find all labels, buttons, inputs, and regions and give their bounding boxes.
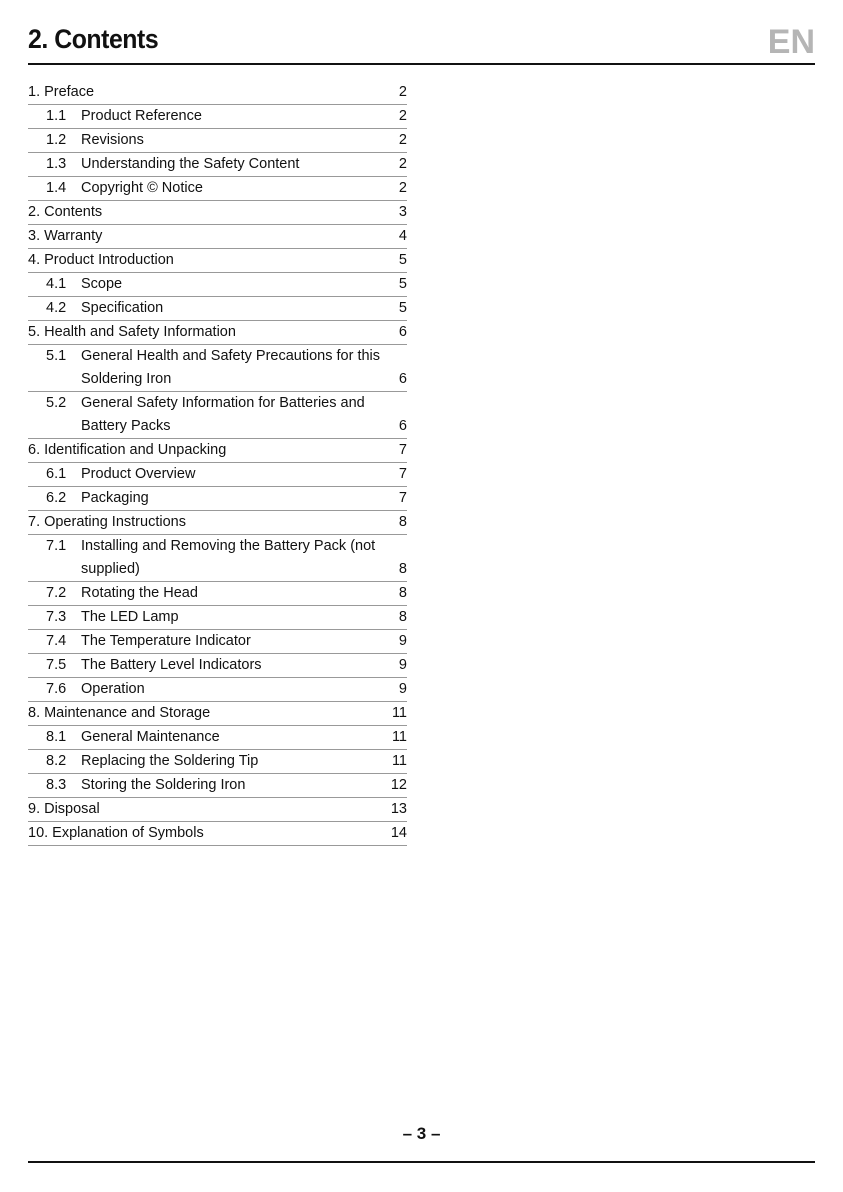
- toc-entry-page: 7: [398, 442, 407, 458]
- toc-entry-label: [28, 273, 399, 296]
- toc-entry-label: [28, 225, 399, 248]
- toc-entry-label: [28, 654, 399, 677]
- toc-entry-page: 2: [398, 132, 407, 148]
- toc-entry[interactable]: [28, 774, 407, 798]
- toc-entry-number: 3.: [28, 228, 41, 244]
- toc-entry-number: 1.2: [46, 132, 67, 148]
- toc-entry-title: Revisions: [81, 132, 144, 148]
- toc-entry-page: 6: [398, 371, 407, 387]
- toc-entry-title: General Maintenance: [81, 729, 220, 745]
- toc-entry-number: 6.: [28, 442, 41, 458]
- toc-entry-page: 8: [398, 585, 407, 601]
- toc-entry-title: The Temperature Indicator: [81, 633, 251, 649]
- toc-entry-number: 8.1: [46, 729, 67, 745]
- toc-entry-number: 9.: [28, 801, 41, 817]
- toc-entry-title: Packaging: [81, 490, 149, 506]
- toc-entry-page: 11: [391, 753, 407, 769]
- toc-entry-page: 6: [398, 418, 407, 434]
- toc-entry-number: 4.: [28, 252, 41, 268]
- toc-entry-title: The Battery Level Indicators: [81, 657, 262, 673]
- toc-entry-label: [28, 297, 399, 320]
- toc-entry[interactable]: [28, 201, 407, 225]
- toc-entry-page: 8: [398, 514, 407, 530]
- toc-entry-page: 6: [398, 324, 407, 340]
- page-title: 2. Contents: [28, 24, 159, 54]
- toc-entry[interactable]: [28, 273, 407, 297]
- toc-entry[interactable]: [28, 463, 407, 487]
- toc-entry-label: [28, 630, 399, 653]
- toc-entry[interactable]: [28, 750, 407, 774]
- toc-entry-number: 7.4: [46, 633, 67, 649]
- toc-entry-label: [28, 321, 399, 344]
- toc-entry[interactable]: [28, 345, 407, 392]
- toc-entry-title: Product Reference: [81, 108, 202, 124]
- toc-entry[interactable]: [28, 297, 407, 321]
- toc-entry-title: Product Overview: [81, 466, 196, 482]
- toc-entry[interactable]: [28, 225, 407, 249]
- table-of-contents: [28, 81, 407, 846]
- toc-entry-page: 9: [398, 633, 407, 649]
- toc-entry-page: 13: [390, 801, 407, 817]
- toc-entry[interactable]: [28, 822, 407, 846]
- toc-entry[interactable]: [28, 511, 407, 535]
- toc-entry-page: 5: [398, 252, 407, 268]
- toc-entry-title: Installing and Removing the Battery Pack (not supplied): [81, 538, 376, 577]
- toc-entry-title: Disposal: [44, 801, 100, 817]
- toc-entry-page: 14: [390, 825, 407, 841]
- toc-entry-page: 9: [398, 657, 407, 673]
- toc-entry[interactable]: [28, 392, 407, 439]
- language-badge: EN: [767, 23, 815, 61]
- toc-entry-page: 11: [391, 705, 407, 721]
- toc-entry-number: 4.2: [46, 300, 67, 316]
- toc-entry-number: 5.1: [46, 348, 67, 364]
- toc-entry-title: Identification and Unpacking: [44, 442, 227, 458]
- toc-entry-page: 4: [398, 228, 407, 244]
- toc-entry-label: [28, 822, 391, 845]
- toc-entry-label: [28, 153, 399, 176]
- toc-entry-title: Storing the Soldering Iron: [81, 777, 246, 793]
- toc-entry-number: 10.: [28, 825, 49, 841]
- toc-entry-page: 8: [398, 561, 407, 577]
- toc-entry-number: 8.2: [46, 753, 67, 769]
- toc-entry-page: 9: [398, 681, 407, 697]
- toc-entry-number: 6.2: [46, 490, 67, 506]
- toc-entry-title: Scope: [81, 276, 123, 292]
- toc-entry-number: 6.1: [46, 466, 67, 482]
- toc-entry-number: 1.: [28, 84, 41, 100]
- toc-entry-label: [28, 105, 399, 128]
- toc-entry[interactable]: [28, 321, 407, 345]
- toc-entry-label: [28, 177, 399, 200]
- toc-entry-number: 1.3: [46, 156, 67, 172]
- toc-entry-page: 2: [398, 156, 407, 172]
- toc-entry-label: [28, 81, 399, 104]
- toc-entry-label: [28, 702, 392, 725]
- toc-entry-number: 7.1: [46, 538, 67, 554]
- toc-entry-page: 2: [398, 180, 407, 196]
- toc-entry-page: 12: [390, 777, 407, 793]
- toc-entry-page: 7: [398, 490, 407, 506]
- toc-entry[interactable]: [28, 81, 407, 105]
- toc-entry[interactable]: [28, 535, 407, 582]
- toc-entry-title: Health and Safety Information: [44, 324, 236, 340]
- toc-entry-label: [28, 249, 399, 272]
- toc-entry-number: 7.5: [46, 657, 67, 673]
- toc-entry-label: [28, 582, 399, 605]
- toc-entry-page: 11: [391, 729, 407, 745]
- toc-entry-title: Explanation of Symbols: [52, 825, 204, 841]
- footer-divider: [28, 1161, 815, 1163]
- toc-entry-page: 8: [398, 609, 407, 625]
- toc-entry[interactable]: [28, 798, 407, 822]
- header-divider: [28, 63, 815, 65]
- toc-entry[interactable]: [28, 105, 407, 129]
- toc-entry-title: Contents: [44, 204, 103, 220]
- toc-entry[interactable]: [28, 582, 407, 606]
- toc-entry-title: Preface: [44, 84, 95, 100]
- toc-entry-number: 4.1: [46, 276, 67, 292]
- toc-entry-number: 7.6: [46, 681, 67, 697]
- toc-entry-title: Maintenance and Storage: [44, 705, 211, 721]
- toc-entry[interactable]: [28, 153, 407, 177]
- toc-entry-title: Operation: [81, 681, 145, 697]
- toc-entry-label: [28, 606, 399, 629]
- page-number: – 3 –: [402, 1124, 441, 1143]
- toc-entry-page: 5: [398, 276, 407, 292]
- toc-entry-page: 2: [398, 84, 407, 100]
- toc-entry-title: Warranty: [44, 228, 103, 244]
- toc-entry-label: [28, 511, 399, 534]
- toc-entry-title: General Health and Safety Precautions for this Soldering Iron: [81, 348, 381, 387]
- toc-entry[interactable]: [28, 129, 407, 153]
- toc-entry-title: Product Introduction: [44, 252, 174, 268]
- toc-entry-label: [28, 345, 399, 391]
- toc-entry-title: Specification: [81, 300, 164, 316]
- toc-entry-label: [28, 798, 391, 821]
- toc-entry-title: The LED Lamp: [81, 609, 179, 625]
- toc-entry[interactable]: [28, 249, 407, 273]
- toc-entry[interactable]: [28, 654, 407, 678]
- toc-entry-number: 2.: [28, 204, 41, 220]
- toc-entry-number: 5.: [28, 324, 41, 340]
- toc-entry[interactable]: [28, 439, 407, 463]
- toc-entry-label: [28, 535, 399, 581]
- toc-entry[interactable]: [28, 726, 407, 750]
- toc-entry-number: 7.2: [46, 585, 67, 601]
- toc-entry-title: Replacing the Soldering Tip: [81, 753, 259, 769]
- toc-entry-label: [28, 392, 399, 438]
- toc-entry-title: Copyright © Notice: [81, 180, 203, 196]
- toc-entry-title: Understanding the Safety Content: [81, 156, 300, 172]
- toc-entry-label: [28, 726, 392, 749]
- toc-entry-number: 1.4: [46, 180, 67, 196]
- toc-entry-label: [28, 774, 391, 797]
- toc-entry-number: 8.: [28, 705, 41, 721]
- toc-entry[interactable]: [28, 702, 407, 726]
- toc-entry[interactable]: [28, 487, 407, 511]
- toc-entry-label: [28, 439, 399, 462]
- toc-entry-number: 1.1: [46, 108, 67, 124]
- toc-entry[interactable]: [28, 678, 407, 702]
- toc-entry-title: Operating Instructions: [44, 514, 186, 530]
- toc-entry[interactable]: [28, 606, 407, 630]
- toc-entry-number: 7.: [28, 514, 41, 530]
- toc-entry-page: 7: [398, 466, 407, 482]
- toc-entry-page: 2: [398, 108, 407, 124]
- toc-entry-title: General Safety Information for Batteries and Battery Packs: [81, 395, 365, 434]
- toc-entry-label: [28, 487, 399, 510]
- toc-entry-number: 8.3: [46, 777, 67, 793]
- toc-entry-label: [28, 463, 399, 486]
- toc-entry-number: 7.3: [46, 609, 67, 625]
- toc-entry-number: 5.2: [46, 395, 67, 411]
- toc-entry-title: Rotating the Head: [81, 585, 198, 601]
- toc-entry[interactable]: [28, 630, 407, 654]
- toc-entry-label: [28, 129, 399, 152]
- toc-entry-label: [28, 678, 399, 701]
- toc-entry[interactable]: [28, 177, 407, 201]
- toc-entry-label: [28, 750, 392, 773]
- toc-entry-page: 3: [398, 204, 407, 220]
- toc-entry-page: 5: [398, 300, 407, 316]
- toc-entry-label: [28, 201, 399, 224]
